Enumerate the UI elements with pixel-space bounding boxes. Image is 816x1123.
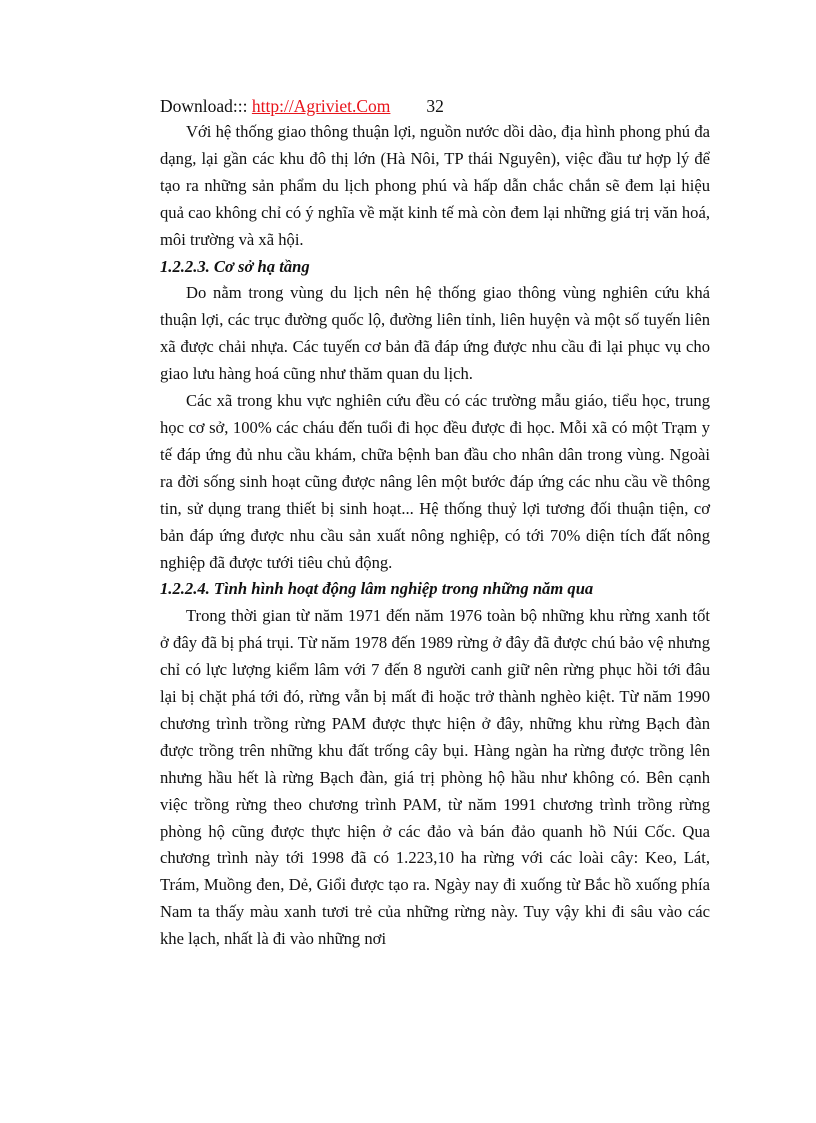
download-label: Download:::	[160, 96, 252, 116]
paragraph: Trong thời gian từ năm 1971 đến năm 1976 toàn bộ những khu rừng xanh tốt ở đây đã bị phá trụi. Từ năm 1978 đến 1989 rừng ở đây đã được chú bảo vệ nhưng chỉ có lực lượng kiểm lâm với 7 đến 8 người canh giữ nên rừng phục hồi tới đâu lại bị chặt phá tới đó, rừng vẫn bị mất đi hoặc trở thành nghèo kiệt. Từ năm 1990 chương trình trồng rừng PAM được thực hiện ở đây, những khu rừng Bạch đàn được trồng trên những khu đất trống cây bụi. Hàng ngàn ha rừng được trồng lên nhưng hầu hết là rừng Bạch đàn, giá trị phòng hộ hầu như không có. Bên cạnh việc trồng rừng theo chương trình PAM, từ năm 1991 chương trình trồng rừng phòng hộ cũng được thực hiện ở các đảo và bán đảo quanh hồ Núi Cốc. Qua chương trình này tới 1998 đã có 1.223,10 ha rừng với các loài cây: Keo, Lát, Trám, Muồng đen, Dẻ, Giổi được tạo ra. Ngày nay đi xuống từ Bắc hồ xuống phía Nam ta thấy màu xanh tươi trẻ của những rừng này. Tuy vậy khi đi sâu vào các khe lạch, nhất là đi vào những nơi	[160, 606, 710, 949]
paragraph: Với hệ thống giao thông thuận lợi, nguồn nước dồi dào, địa hình phong phú đa dạng, lại gần các khu đô thị lớn (Hà Nôi, TP thái Nguyên), việc đầu tư hợp lý để tạo ra những sản phẩm du lịch phong phú và hấp dẫn chắc chắn sẽ đem lại hiệu quả cao không chỉ có ý nghĩa về mặt kinh tế mà còn đem lại những giá trị văn hoá, môi trường và xã hội.	[160, 122, 710, 249]
paragraph: Các xã trong khu vực nghiên cứu đều có các trường mẫu giáo, tiểu học, trung học cơ sở, 100% các cháu đến tuổi đi học đều được đi học. Mỗi xã có một Trạm y tế đáp ứng đủ nhu cầu khám, chữa bệnh ban đầu cho nhân dân trong vùng. Ngoài ra đời sống sinh hoạt cũng được nâng lên một bước đáp ứng các nhu cầu về thông tin, sử dụng trang thiết bị sinh hoạt... Hệ thống thuỷ lợi tương đối thuận tiện, cơ bản đáp ứng được nhu cầu sản xuất nông nghiệp, có tới 70% diện tích đất nông nghiệp đã được tưới tiêu chủ động.	[160, 391, 710, 572]
page-header	[160, 93, 710, 119]
document-page	[160, 93, 710, 953]
document-body	[160, 119, 710, 953]
agriviet-link[interactable]: http://Agriviet.Com	[251, 96, 391, 116]
section-heading-forestry: 1.2.2.4. Tình hình hoạt động lâm nghiệp trong những năm qua	[160, 579, 594, 599]
page-number: 32	[426, 96, 444, 116]
paragraph: Do nằm trong vùng du lịch nên hệ thống giao thông vùng nghiên cứu khá thuận lợi, các trục đường quốc lộ, đường liên tỉnh, liên huyện và một số tuyến liên xã được chải nhựa. Các tuyến cơ bản đã đáp ứng được nhu cầu đi lại phục vụ cho giao lưu hàng hoá cũng như thăm quan du lịch.	[160, 283, 710, 384]
section-heading-infrastructure: 1.2.2.3. Cơ sở hạ tầng	[160, 256, 310, 276]
